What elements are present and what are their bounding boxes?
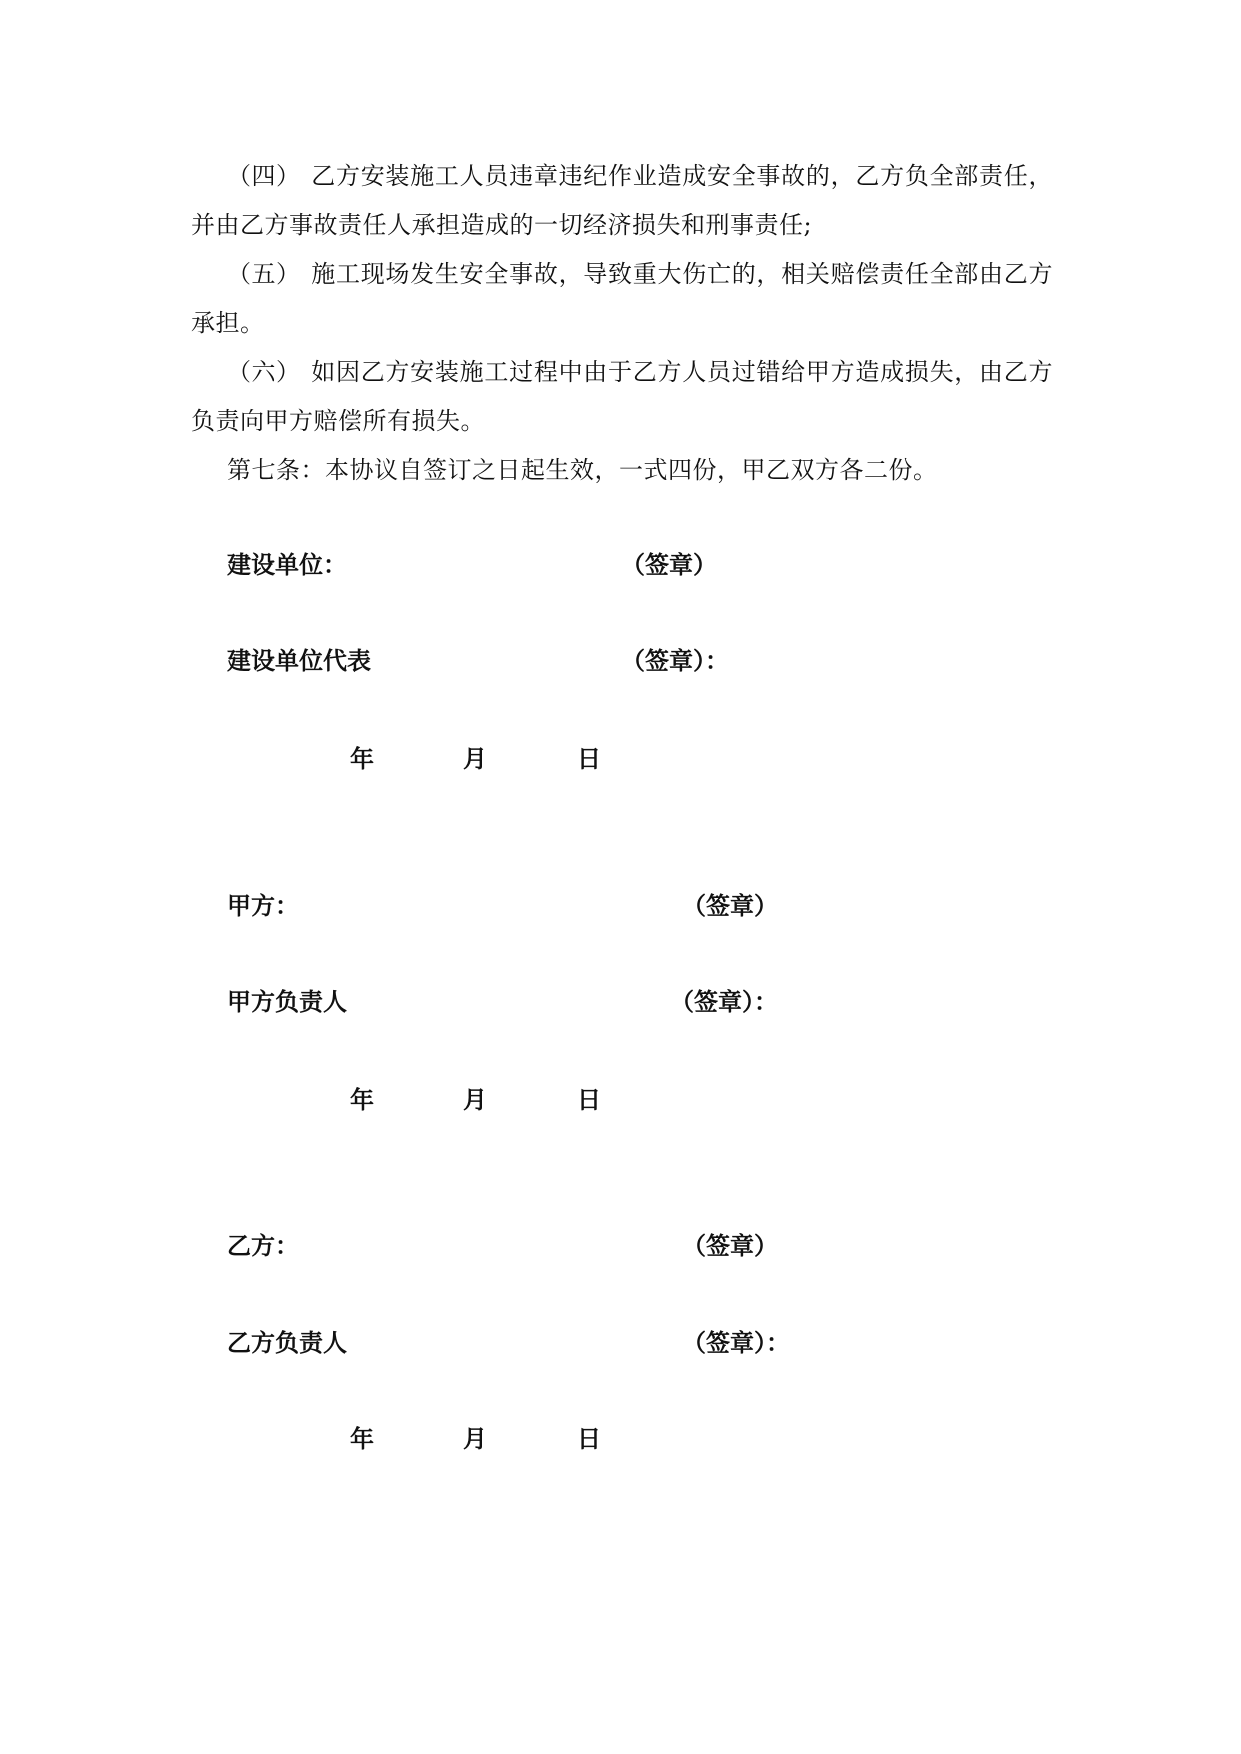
term-6 — [191, 348, 1053, 446]
date-month-1: 月 — [463, 744, 487, 773]
date-year-3: 年 — [350, 1424, 374, 1453]
article-7: 第七条：本协议自签订之日起生效，一式四份，甲乙双方各二份。 — [227, 456, 938, 484]
term-4-number: （四） — [227, 162, 301, 190]
term-4-text: 乙方安装施工人员违章违纪作业造成安全事故的，乙方负全部责任，并由乙方事故责任人承担造成的一切经济损失和刑事责任; — [191, 162, 1053, 239]
term-6-text: 如因乙方安装施工过程中由于乙方人员过错给甲方造成损失，由乙方负责向甲方赔偿所有损失。 — [191, 358, 1053, 435]
construction-rep-label: 建设单位代表 — [227, 646, 371, 675]
term-6-number: （六） — [227, 358, 301, 386]
construction-rep-seal: （签章）： — [621, 646, 729, 675]
party-b-seal: （签章） — [682, 1231, 778, 1260]
term-5-number: （五） — [227, 260, 301, 288]
date-day-2: 日 — [577, 1085, 601, 1114]
date-year-2: 年 — [350, 1085, 374, 1114]
party-a-label: 甲方： — [227, 891, 299, 920]
party-a-seal: （签章） — [682, 891, 778, 920]
party-b-label: 乙方： — [227, 1231, 299, 1260]
term-5 — [191, 250, 1053, 348]
construction-unit-label: 建设单位： — [227, 550, 347, 579]
term-4 — [191, 152, 1053, 250]
date-day-3: 日 — [577, 1424, 601, 1453]
party-a-rep-seal: （签章）： — [670, 987, 778, 1016]
term-5-text: 施工现场发生安全事故，导致重大伤亡的，相关赔偿责任全部由乙方承担。 — [191, 260, 1053, 337]
date-day-1: 日 — [577, 744, 601, 773]
date-year-1: 年 — [350, 744, 374, 773]
party-b-rep-seal: （签章）： — [682, 1328, 790, 1357]
date-month-3: 月 — [463, 1424, 487, 1453]
construction-unit-seal: （签章） — [621, 550, 717, 579]
party-a-rep-label: 甲方负责人 — [227, 987, 347, 1016]
date-month-2: 月 — [463, 1085, 487, 1114]
party-b-rep-label: 乙方负责人 — [227, 1328, 347, 1357]
